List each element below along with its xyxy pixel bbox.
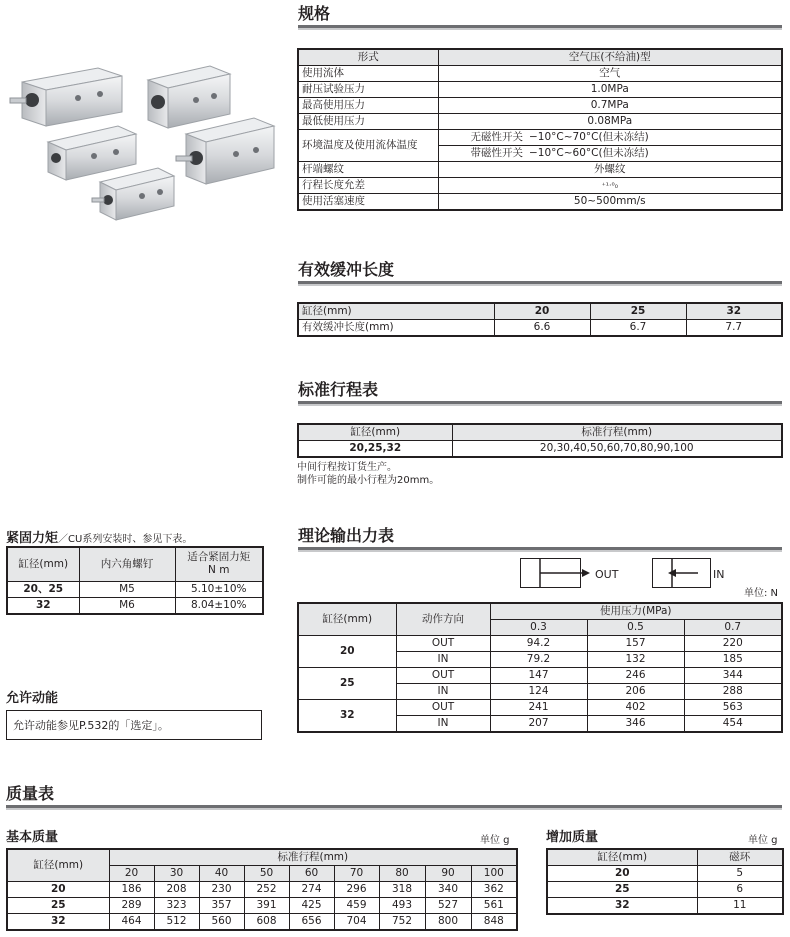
output-pressure: 0.3 (490, 620, 587, 636)
mass-stroke: 30 (154, 866, 199, 882)
output-bore: 20 (298, 636, 396, 668)
spec-label: 最低使用压力 (298, 114, 438, 130)
spec-header-form: 形式 (298, 49, 438, 66)
spec-label: 杆端螺纹 (298, 162, 438, 178)
output-direction: OUT (396, 668, 490, 684)
output-bore: 32 (298, 700, 396, 733)
mass-basic-title: 基本质量 (6, 830, 59, 845)
stroke-header: 标准行程(mm) (452, 424, 782, 441)
stroke-title-bar (298, 401, 782, 406)
table-row (298, 162, 782, 178)
mass-title-bar (6, 805, 782, 810)
stroke-note-2: 制作可能的最小行程为20mm。 (297, 475, 440, 486)
torque-heading (6, 527, 192, 546)
output-header: 使用压力(MPa) (490, 603, 782, 620)
mass-value: 459 (334, 898, 379, 914)
output-direction: IN (396, 716, 490, 733)
mass-basic-unit: 单位 g (480, 835, 510, 846)
table-row (547, 898, 783, 915)
output-pressure: 0.7 (684, 620, 782, 636)
table-row (298, 130, 782, 146)
spec-env-label: 环境温度及使用流体温度 (298, 130, 438, 162)
cushion-label: 有效缓冲长度(mm) (298, 320, 494, 337)
mass-value: 560 (199, 914, 244, 931)
cylinder-image-2 (148, 66, 230, 128)
mass-add-bore: 32 (547, 898, 697, 915)
output-value: 246 (587, 668, 684, 684)
mass-stroke: 40 (199, 866, 244, 882)
output-value: 207 (490, 716, 587, 733)
torque-bore: 32 (7, 597, 79, 614)
spec-env-sub-value: −10°C~70°C(但未冻结) (526, 130, 782, 146)
mass-stroke: 100 (471, 866, 517, 882)
cushion-value: 6.7 (590, 320, 686, 337)
mass-value: 252 (244, 882, 289, 898)
mass-value: 800 (425, 914, 471, 931)
spec-label: 最高使用压力 (298, 98, 438, 114)
mass-value: 391 (244, 898, 289, 914)
spec-table (297, 48, 783, 211)
mass-basic-table (6, 848, 518, 931)
output-value: 402 (587, 700, 684, 716)
spec-env-sub-label: 无磁性开关 (438, 130, 526, 146)
spec-label: 使用活塞速度 (298, 194, 438, 211)
cushion-header: 缸径(mm) (298, 303, 494, 320)
output-value: 220 (684, 636, 782, 652)
table-row (547, 882, 783, 898)
torque-bore: 20、25 (7, 581, 79, 597)
output-value: 185 (684, 652, 782, 668)
mass-header: 标准行程(mm) (109, 849, 517, 866)
table-row (298, 700, 782, 716)
cushion-title-bar (298, 281, 782, 286)
mass-stroke: 50 (244, 866, 289, 882)
spec-label: 使用流体 (298, 66, 438, 82)
cushion-table (297, 302, 783, 337)
output-table (297, 602, 783, 733)
mass-title: 质量表 (6, 784, 55, 803)
cylinder-image-5 (92, 168, 174, 220)
table-row (298, 82, 782, 98)
cushion-value: 6.6 (494, 320, 590, 337)
torque-header-line2: N m (208, 564, 230, 577)
spec-env-sub-value: −10°C~60°C(但未冻结) (526, 146, 782, 162)
table-row (7, 597, 263, 614)
output-bore: 25 (298, 668, 396, 700)
mass-bore: 20 (7, 882, 109, 898)
output-value: 132 (587, 652, 684, 668)
mass-add-bore: 20 (547, 866, 697, 882)
mass-stroke: 20 (109, 866, 154, 882)
stroke-table (297, 423, 783, 458)
spec-value: 0.08MPa (438, 114, 782, 130)
table-row (298, 66, 782, 82)
mass-add-title: 增加质量 (546, 830, 599, 845)
torque-header-line1: 适合紧固力矩 (187, 551, 251, 564)
mass-add-header: 磁环 (697, 849, 783, 866)
out-symbol-label: OUT (595, 568, 619, 581)
stroke-values: 20,30,40,50,60,70,80,90,100 (452, 441, 782, 458)
mass-add-value: 5 (697, 866, 783, 882)
cushion-header: 20 (494, 303, 590, 320)
output-value: 346 (587, 716, 684, 733)
output-direction: IN (396, 652, 490, 668)
in-symbol-label: IN (713, 568, 725, 581)
mass-value: 323 (154, 898, 199, 914)
table-row (298, 194, 782, 211)
kinetic-box: 允许动能参见P.532的「选定」。 (6, 710, 262, 740)
stroke-bore: 20,25,32 (298, 441, 452, 458)
output-value: 206 (587, 684, 684, 700)
spec-value: 1.0MPa (438, 82, 782, 98)
spec-value: 空气 (438, 66, 782, 82)
cylinder-image-4 (176, 118, 274, 184)
torque-value: 5.10±10% (175, 581, 263, 597)
torque-header: 内六角螺钉 (79, 547, 175, 581)
cylinder-image-1 (10, 68, 122, 126)
mass-value: 704 (334, 914, 379, 931)
torque-table (6, 546, 264, 615)
mass-value: 848 (471, 914, 517, 931)
mass-value: 561 (471, 898, 517, 914)
kinetic-title: 允许动能 (6, 691, 59, 706)
output-value: 344 (684, 668, 782, 684)
mass-value: 289 (109, 898, 154, 914)
torque-title: 紧固力矩 (6, 531, 59, 546)
output-unit: 单位: N (744, 588, 779, 599)
product-photo (8, 60, 280, 230)
mass-stroke: 90 (425, 866, 471, 882)
mass-add-header: 缸径(mm) (547, 849, 697, 866)
spec-env-sub-label: 带磁性开关 (438, 146, 526, 162)
table-row (298, 98, 782, 114)
mass-value: 274 (289, 882, 334, 898)
output-value: 241 (490, 700, 587, 716)
table-row (7, 914, 517, 931)
mass-value: 752 (379, 914, 425, 931)
table-row (7, 898, 517, 914)
cushion-header: 25 (590, 303, 686, 320)
in-symbol-icon (638, 558, 712, 588)
mass-value: 362 (471, 882, 517, 898)
mass-value: 357 (199, 898, 244, 914)
spec-value: 50~500mm/s (438, 194, 782, 211)
cylinder-image-3 (48, 126, 136, 180)
mass-add-value: 11 (697, 898, 783, 915)
table-row (298, 636, 782, 652)
table-row (298, 320, 782, 337)
output-value: 124 (490, 684, 587, 700)
mass-value: 527 (425, 898, 471, 914)
torque-value: 8.04±10% (175, 597, 263, 614)
mass-value: 186 (109, 882, 154, 898)
table-row (547, 866, 783, 882)
output-value: 147 (490, 668, 587, 684)
mass-add-value: 6 (697, 882, 783, 898)
mass-stroke: 70 (334, 866, 379, 882)
table-row (298, 668, 782, 684)
mass-value: 512 (154, 914, 199, 931)
output-value: 454 (684, 716, 782, 733)
mass-value: 296 (334, 882, 379, 898)
output-direction: OUT (396, 636, 490, 652)
output-value: 157 (587, 636, 684, 652)
output-title-bar (298, 547, 782, 552)
table-row (7, 882, 517, 898)
stroke-title: 标准行程表 (298, 380, 379, 399)
spec-title-bar (298, 25, 782, 30)
torque-header: 缸径(mm) (7, 547, 79, 581)
mass-value: 340 (425, 882, 471, 898)
spec-header-type: 空气压(不给油)型 (438, 49, 782, 66)
spec-label: 行程长度允差 (298, 178, 438, 194)
output-direction: OUT (396, 700, 490, 716)
torque-header (175, 547, 263, 581)
mass-add-bore: 25 (547, 882, 697, 898)
output-header: 动作方向 (396, 603, 490, 636)
mass-add-table (546, 848, 784, 915)
spec-label: 耐压试验压力 (298, 82, 438, 98)
mass-bore: 32 (7, 914, 109, 931)
torque-screw: M6 (79, 597, 175, 614)
mass-stroke: 80 (379, 866, 425, 882)
cushion-value: 7.7 (686, 320, 782, 337)
output-title: 理论输出力表 (298, 526, 395, 545)
mass-value: 464 (109, 914, 154, 931)
output-value: 94.2 (490, 636, 587, 652)
mass-value: 318 (379, 882, 425, 898)
output-header: 缸径(mm) (298, 603, 396, 636)
output-value: 79.2 (490, 652, 587, 668)
spec-value: 0.7MPa (438, 98, 782, 114)
spec-value: 外螺纹 (438, 162, 782, 178)
table-row (7, 581, 263, 597)
stroke-header: 缸径(mm) (298, 424, 452, 441)
stroke-note-1: 中间行程按订货生产。 (297, 462, 397, 473)
output-direction: IN (396, 684, 490, 700)
mass-add-unit: 单位 g (748, 835, 778, 846)
mass-value: 608 (244, 914, 289, 931)
output-pressure: 0.5 (587, 620, 684, 636)
table-row (298, 114, 782, 130)
cushion-title: 有效缓冲长度 (298, 260, 395, 279)
output-value: 563 (684, 700, 782, 716)
mass-bore: 25 (7, 898, 109, 914)
spec-value: ⁺¹·⁰₀ (438, 178, 782, 194)
mass-stroke: 60 (289, 866, 334, 882)
torque-subtitle: ／CU系列安装时、参见下表。 (58, 534, 193, 545)
mass-value: 425 (289, 898, 334, 914)
spec-title: 规格 (298, 4, 331, 23)
mass-value: 230 (199, 882, 244, 898)
mass-value: 208 (154, 882, 199, 898)
mass-header: 缸径(mm) (7, 849, 109, 882)
output-value: 288 (684, 684, 782, 700)
table-row (298, 441, 782, 458)
table-row (298, 178, 782, 194)
mass-value: 656 (289, 914, 334, 931)
cushion-header: 32 (686, 303, 782, 320)
mass-value: 493 (379, 898, 425, 914)
torque-screw: M5 (79, 581, 175, 597)
